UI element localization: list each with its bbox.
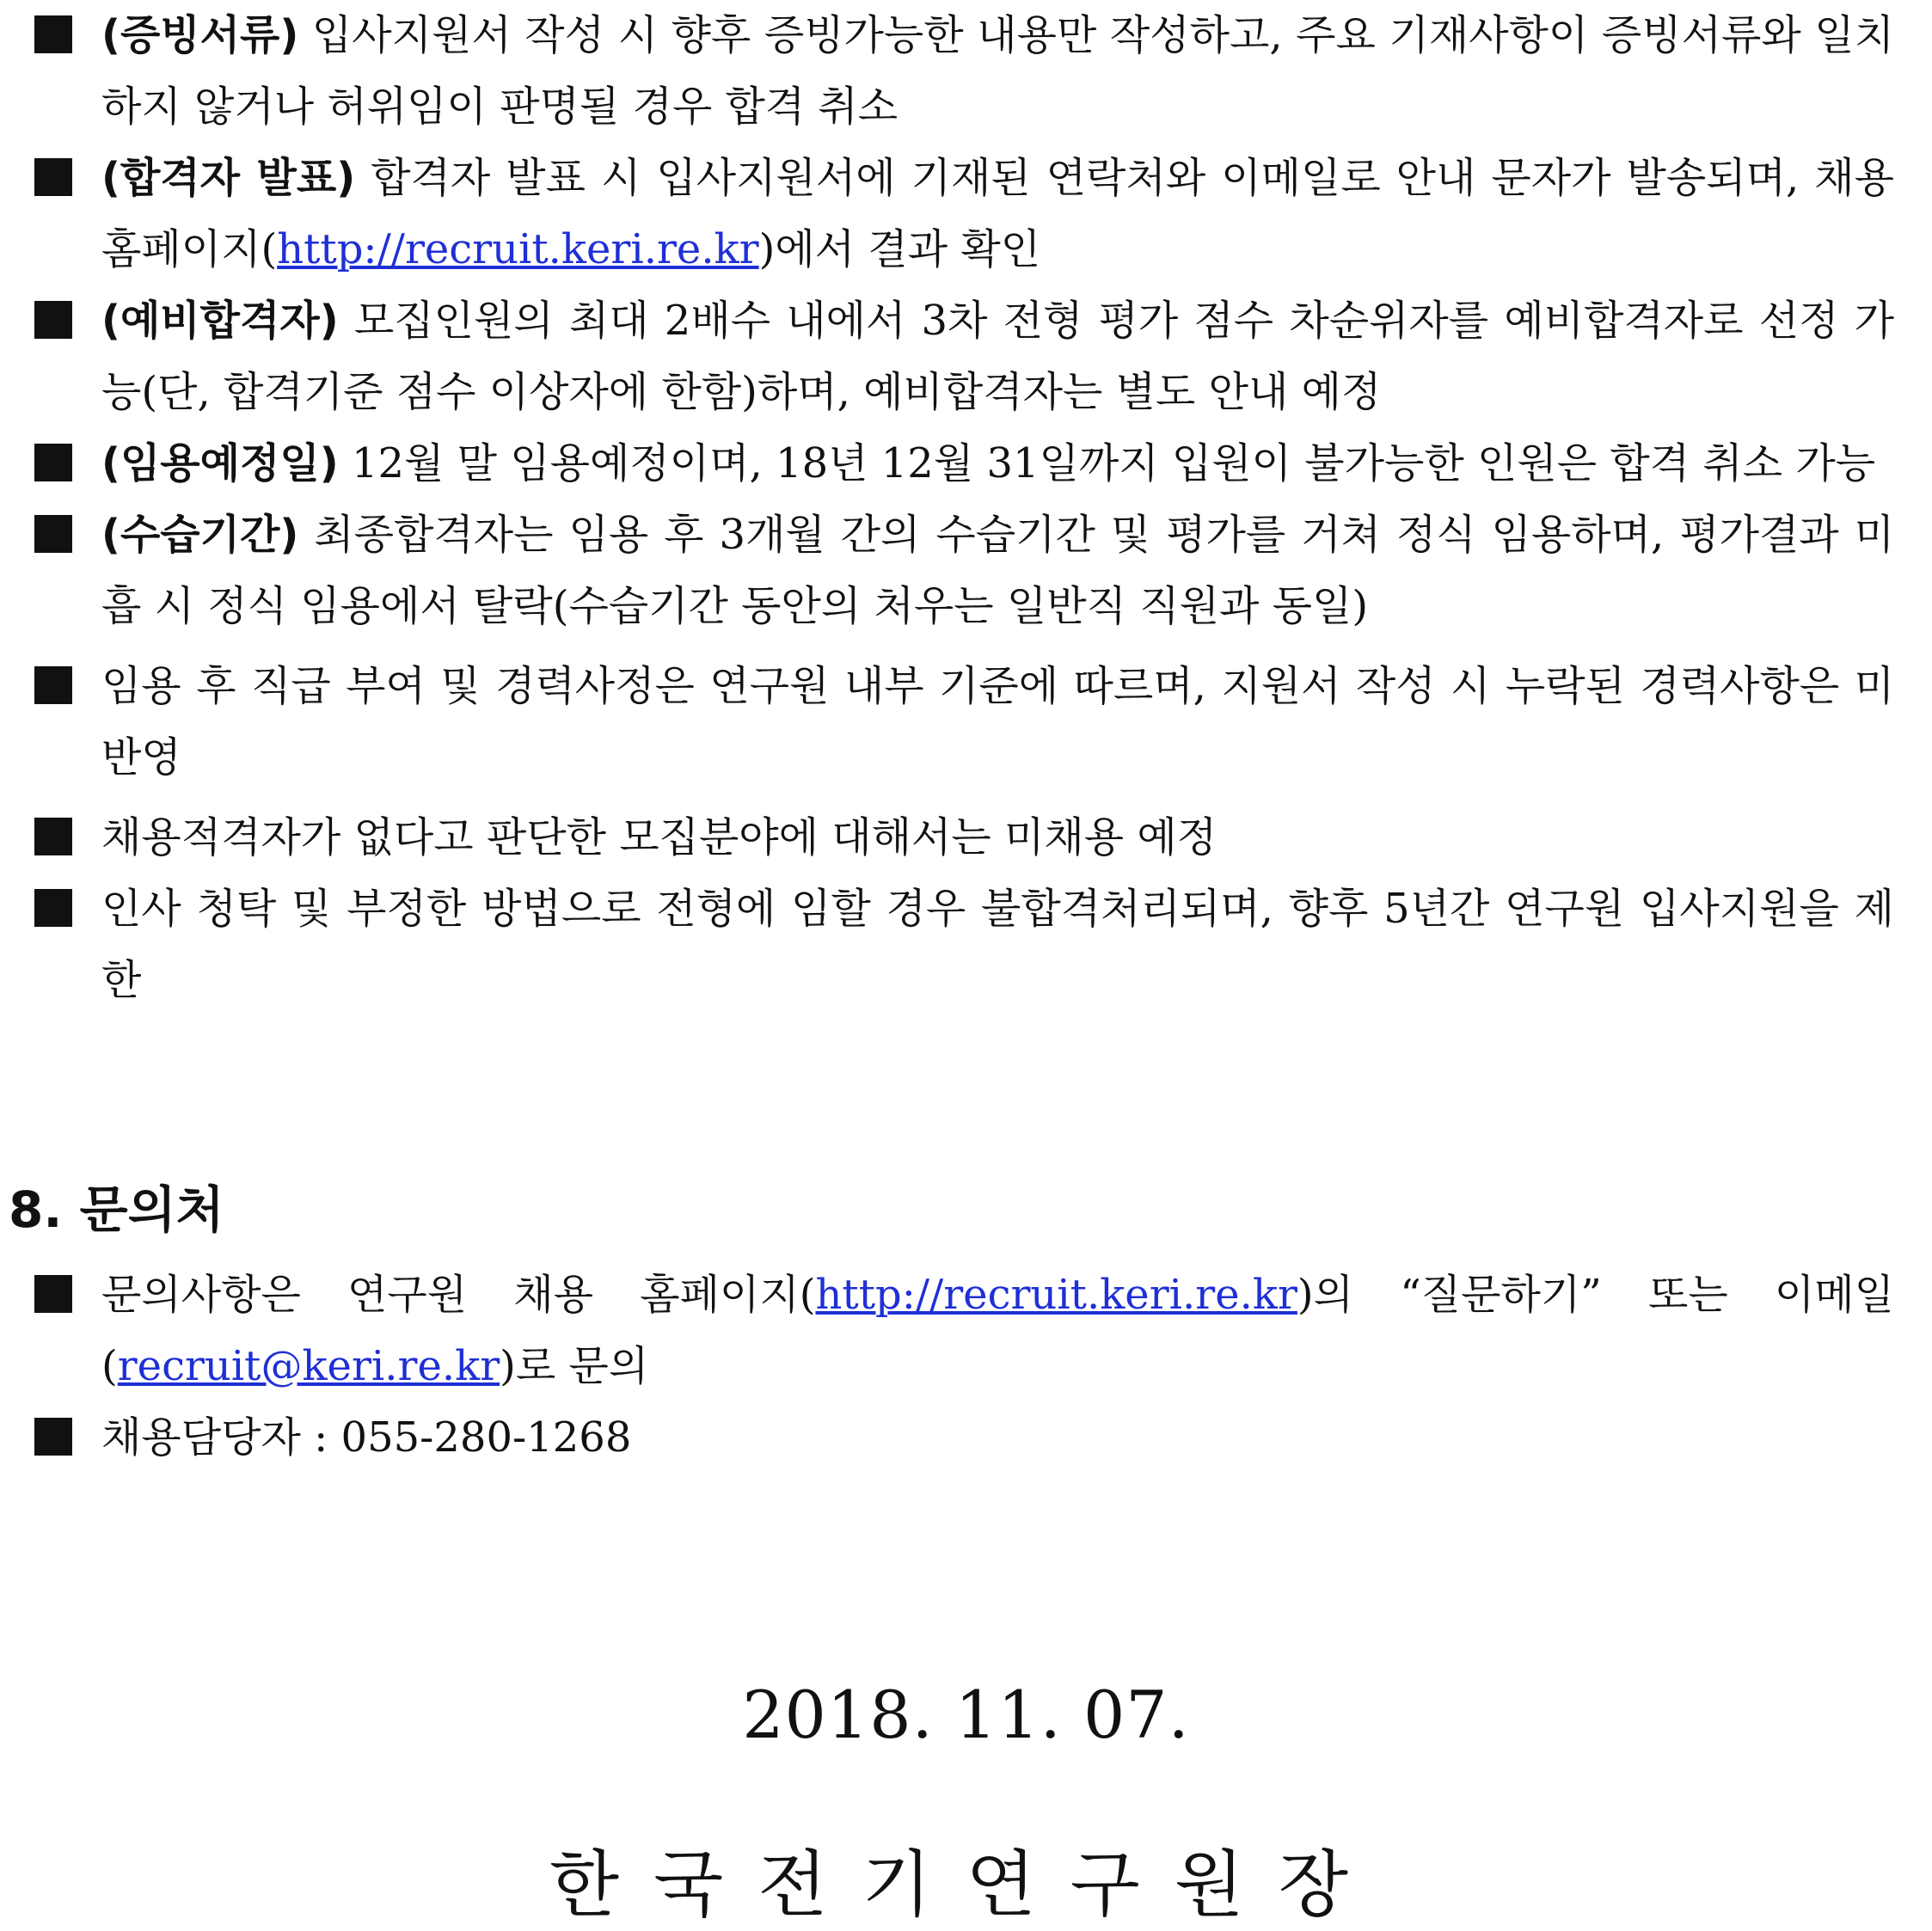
item-text: 12월 말 임용예정이며, 18년 12월 31일까지 입원이 불가능한 인원은 합격 취소 가능 <box>338 439 1876 487</box>
list-item-inquiry <box>0 1260 1932 1402</box>
section-title-contact: 8. 문의처 <box>9 1180 224 1239</box>
list-item-reserve <box>0 285 1932 428</box>
item-text: )에서 결과 확인 <box>758 225 1041 273</box>
recruit-homepage-link[interactable]: http://recruit.keri.re.kr <box>277 225 759 273</box>
list-item-misconduct <box>0 874 1932 1016</box>
list-item-start-date <box>0 428 1932 500</box>
square-bullet-icon <box>34 1418 72 1456</box>
list-item-grade <box>0 651 1932 794</box>
square-bullet-icon <box>34 666 72 704</box>
document-date: 2018. 11. 07. <box>742 1677 1190 1753</box>
item-text: 임용 후 직급 부여 및 경력사정은 연구원 내부 기준에 따르며, 지원서 작성 시 누락된 경력사항은 미반영 <box>101 662 1894 782</box>
recruit-email-link[interactable]: recruit@keri.re.kr <box>117 1342 500 1390</box>
square-bullet-icon <box>34 301 72 339</box>
list-item-probation <box>0 500 1932 642</box>
square-bullet-icon <box>34 1275 72 1313</box>
list-item-evidence <box>0 0 1932 143</box>
item-text: 모집인원의 최대 2배수 내에서 3차 전형 평가 점수 차순위자를 예비합격자로 선정 가능(단, 합격기준 점수 이상자에 한함)하며, 예비합격자는 별도 안내 예정 <box>101 297 1894 416</box>
contact-list <box>0 1260 1932 1474</box>
signature-institute-head: 한국전기연구원장 <box>549 1842 1383 1927</box>
item-text: 채용적격자가 없다고 판단한 모집분야에 대해서는 미채용 예정 <box>101 813 1217 861</box>
item-tag: (증빙서류) <box>101 11 299 59</box>
item-text: 합격자 발표 시 입사지원서에 기재된 연락처와 이메일로 안내 문자가 발송되며, 채용 홈페이지( <box>101 154 1895 273</box>
list-item-announcement <box>0 143 1932 285</box>
square-bullet-icon <box>34 15 72 53</box>
item-text: )의 “질문하기” 또는 이메일( <box>101 1271 1894 1390</box>
item-text: 문의사항은 연구원 채용 홈페이지( <box>101 1271 816 1319</box>
item-text: 채용담당자 : 055-280-1268 <box>101 1413 632 1462</box>
item-text: 입사지원서 작성 시 향후 증빙가능한 내용만 작성하고, 주요 기재사항이 증빙서류와 일치하지 않거나 허위임이 판명될 경우 합격 취소 <box>101 11 1894 131</box>
square-bullet-icon <box>34 444 72 481</box>
item-tag: (수습기간) <box>101 511 299 559</box>
item-tag: (예비합격자) <box>101 297 339 345</box>
item-tag: (임용예정일) <box>101 439 339 487</box>
item-text: 인사 청탁 및 부정한 방법으로 전형에 임할 경우 불합격처리되며, 향후 5년간 연구원 입사지원을 제한 <box>101 885 1894 1004</box>
list-item-contact-person <box>0 1402 1932 1474</box>
list-item-no-hire <box>0 802 1932 874</box>
item-text: )로 문의 <box>500 1342 649 1390</box>
square-bullet-icon <box>34 158 72 196</box>
item-text: 최종합격자는 임용 후 3개월 간의 수습기간 및 평가를 거쳐 정식 임용하며, 평가결과 미흡 시 정식 임용에서 탈락(수습기간 동안의 처우는 일반직 직원과 동일) <box>101 511 1894 630</box>
square-bullet-icon <box>34 818 72 855</box>
item-tag: (합격자 발표) <box>101 154 356 202</box>
square-bullet-icon <box>34 889 72 927</box>
recruit-homepage-link[interactable]: http://recruit.keri.re.kr <box>815 1271 1297 1319</box>
square-bullet-icon <box>34 515 72 553</box>
